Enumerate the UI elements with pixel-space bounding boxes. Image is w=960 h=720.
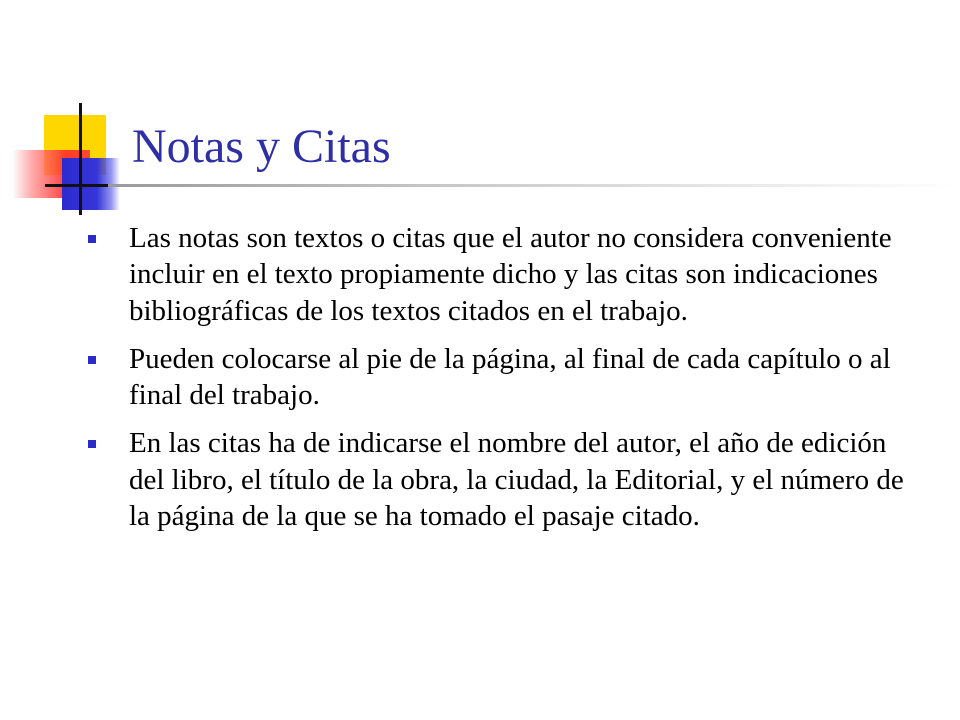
square-bullet-icon xyxy=(88,440,96,448)
square-bullet-icon xyxy=(88,235,96,243)
vertical-line xyxy=(79,103,82,215)
title-divider xyxy=(108,184,958,187)
bullet-text: Pueden colocarse al pie de la página, al final de cada capítulo o al final del trabajo. xyxy=(129,342,891,411)
slide-title: Notas y Citas xyxy=(132,120,391,173)
bullet-item xyxy=(88,425,928,534)
bullet-text: En las citas ha de indicarse el nombre del autor, el año de edición del libro, el título de la obra, la ciudad, la Editorial, y el número de la página de la que se ha tomado el pasaje citado. xyxy=(129,427,904,532)
horizontal-line xyxy=(45,184,115,187)
bullet-item xyxy=(88,220,928,329)
bullet-text: Las notas son textos o citas que el autor no considera conveniente incluir en el texto propiamente dicho y las citas son indicaciones bibliográficas de los textos citados en el trabajo. xyxy=(129,222,892,327)
bullet-item xyxy=(88,341,928,414)
bullet-list xyxy=(88,220,928,546)
color-blocks-logo xyxy=(0,0,140,230)
square-bullet-icon xyxy=(88,356,96,364)
